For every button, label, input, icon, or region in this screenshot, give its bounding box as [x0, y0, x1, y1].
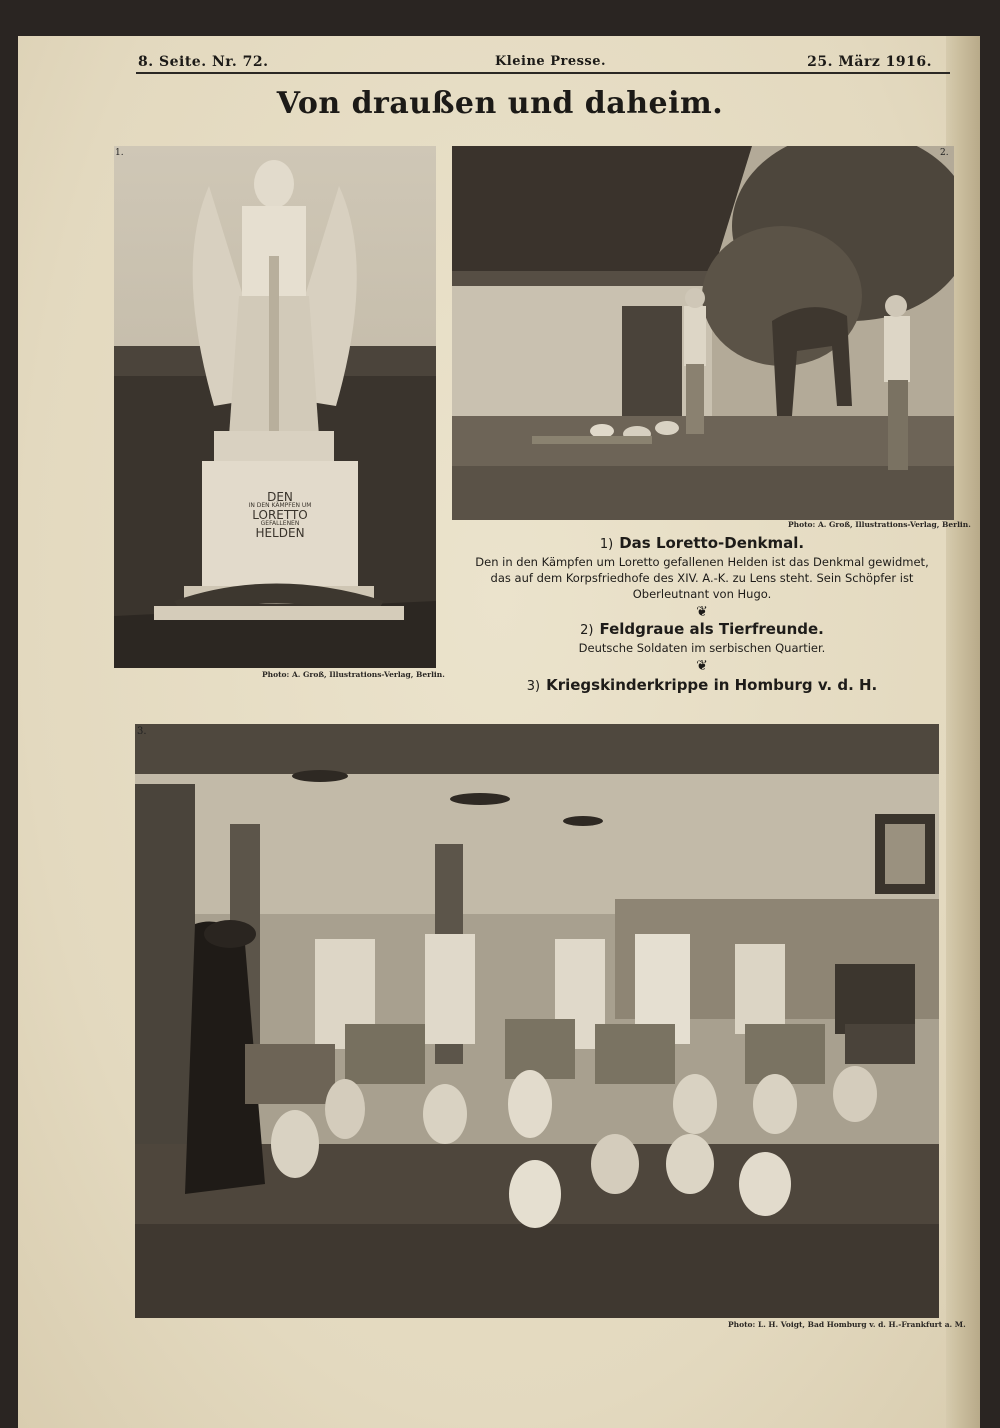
plinth-line: DEN: [267, 490, 293, 504]
photo-credit: Photo: L. H. Voigt, Bad Homburg v. d. H.-Frankfurt a. M.: [728, 1320, 966, 1329]
page-number: 8. Seite. Nr. 72.: [138, 54, 269, 70]
ornament-icon: ❦: [696, 658, 708, 674]
ornament-icon: ❦: [696, 604, 708, 620]
plinth-line: LORETTO: [252, 508, 308, 522]
issue-date: 25. März 1916.: [807, 54, 932, 70]
photo-number: 3.: [137, 726, 147, 737]
plinth-line: IN DEN KÄMPFEN UM: [248, 502, 312, 509]
caption-number: 1): [599, 537, 614, 552]
caption-block: [462, 534, 942, 694]
photo-war-nursery: [135, 724, 939, 1318]
scan-background: [0, 0, 1000, 36]
caption-number: 3): [526, 679, 541, 694]
caption-title-text: Kriegskinderkrippe in Homburg v. d. H.: [546, 676, 878, 694]
caption-number: 2): [580, 623, 594, 638]
photo-number: 1.: [115, 148, 124, 158]
caption-title: [462, 676, 942, 694]
photo-number: 2.: [940, 148, 949, 158]
photo-credit: Photo: A. Groß, Illustrations-Verlag, Berlin.: [262, 670, 445, 679]
header-rule: [136, 72, 950, 74]
plinth-inscription: [242, 491, 318, 539]
caption-title-text: Feldgraue als Tierfreunde.: [599, 620, 824, 638]
photo-soldiers-animals: [452, 146, 954, 520]
caption-title-text: Das Loretto-Denkmal.: [619, 534, 805, 552]
plinth-line: GEFALLENEN: [260, 520, 300, 527]
plinth-line: HELDEN: [255, 526, 305, 540]
photo-credit: Photo: A. Groß, Illustrations-Verlag, Berlin.: [788, 520, 971, 529]
photo-loretto-monument: [114, 146, 436, 668]
caption-text: Den in den Kämpfen um Loretto gefallenen Helden ist das Denkmal gewidmet, das auf dem Korpsfriedhofe des XIV. A.-K. zu Lens steht. Sein Schöpfer ist Oberleutnant von Hugo.: [475, 555, 929, 601]
page-title: Von draußen und daheim.: [276, 86, 724, 121]
caption-title: [462, 534, 942, 552]
page-header: [120, 54, 950, 74]
caption-text: Deutsche Soldaten im serbischen Quartier.: [578, 641, 826, 655]
caption-title: [462, 620, 942, 638]
newspaper-name: Kleine Presse.: [495, 54, 607, 69]
